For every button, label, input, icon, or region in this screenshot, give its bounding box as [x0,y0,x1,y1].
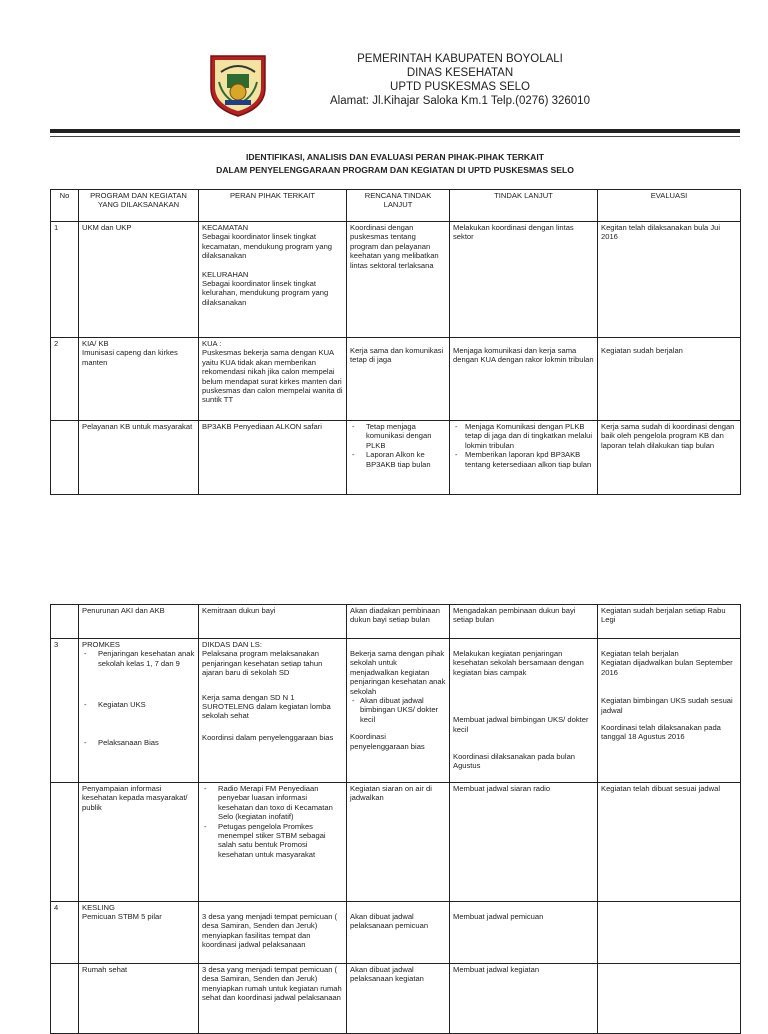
cell-evaluasi: Kegitan telah dilaksanakan bula Jui 2016 [598,222,741,338]
header-line-agency: DINAS KESEHATAN [406,67,514,79]
list-item: - Tetap menjaga komunikasi dengan PLKB [350,422,446,450]
cell-evaluasi: Kegiatan sudah berjalan [598,338,741,421]
cell-rencana: Kerja sama dan komunikasi tetap di jaga [347,338,450,421]
program-text: Imunisasi capeng dan kirkes manten [82,348,178,367]
col-header-evaluasi: EVALUASI [598,190,741,222]
table-row [51,605,741,639]
cell-peran: BP3AKB Penyediaan ALKON safari [199,421,347,495]
table-row [51,783,741,902]
list-item: - Petugas pengelola Promkes menempel stiker STBM sebagai salah satu bentuk Promosi kesehatan untuk masyarakat [202,822,343,860]
peran-title: KUA : [202,339,222,348]
cell-peran [199,338,347,421]
tindak-text: Membuat jadwal bimbingan UKS/ dokter kecil [453,715,589,734]
boyolali-emblem-logo [207,52,269,118]
evaluasi-text: Kegiatan telah berjalan [601,649,679,658]
cell-evaluasi: Kegiatan telah dibuat sesuai jadwal [598,783,741,902]
list-item: - Penjaringan kesehatan anak sekolah kelas 1, 7 dan 9 [82,649,195,668]
cell-tindak: Menjaga komunikasi dan kerja sama dengan KUA dengan rakor lokmin tribulan [450,338,598,421]
header-divider-thin [50,136,740,137]
cell-evaluasi [598,964,741,1034]
peran-title: KECAMATAN [202,223,249,232]
cell-no [51,605,79,639]
peran-title: KELURAHAN [202,269,249,279]
cell-tindak [450,421,598,495]
header-line-address: Alamat: Jl.Kihajar Saloka Km.1 Telp.(0276) 326010 [330,95,590,107]
peran-text: Sebagai koordinator linsek tingkat kecamatan, mendukung program yang dilaksanakan [202,232,333,261]
cell-peran: 3 desa yang menjadi tempat pemicuan ( desa Samiran, Senden dan Jeruk) menyiapkan fasilitas tempat dan koordinasi jadwal pelaksanaan [199,902,347,964]
cell-rencana: Kegiatan siaran on air di jadwalkan [347,783,450,902]
evaluation-table-part2 [50,604,741,1034]
cell-no [51,783,79,902]
peran-text: Puskesmas bekerja sama dengan KUA yaitu KUA tidak akan memberikan rekomendasi nikah jika calon mempelai belum mendapat surat kirkes manten dari puskesmas dan calon mempelai wanita di suntik TT [202,348,343,405]
cell-no [51,421,79,495]
program-title: KESLING [82,903,115,912]
cell-no: 3 [51,639,79,783]
peran-text: Kerja sama dengan SD N 1 SUROTELENG dalam kegiatan lomba sekolah sehat [202,692,331,721]
tindak-text: Koordinasi dilaksanakan pada bulan Agustus [453,752,576,771]
cell-rencana [347,421,450,495]
list-item: - Laporan Alkon ke BP3AKB tiap bulan [350,450,446,469]
evaluasi-text: Koordinasi telah dilaksanakan pada tanggal 18 Agustus 2016 [601,723,721,742]
cell-peran [199,222,347,338]
evaluasi-text: Kegiatan bimbingan UKS sudah sesuai jadwal [601,696,733,715]
list-item: - Pelaksanaan Bias [82,738,195,747]
peran-text: Pelaksana program melaksanakan penjaringan kesehatan setiap tahun ajaran baru di sekolah SD [202,649,323,678]
program-title: KIA/ KB [82,339,109,348]
table-header-row [51,190,741,222]
cell-program [79,639,199,783]
rencana-text: Koordinasi penyelenggaraan bias [350,732,425,751]
header-line-government: PEMERINTAH KABUPATEN BOYOLALI [357,53,563,65]
cell-no: 1 [51,222,79,338]
document-title-line1: IDENTIFIKASI, ANALISIS DAN EVALUASI PERAN PIHAK-PIHAK TERKAIT [246,152,544,162]
cell-rencana: Akan dibuat jadwal pelaksanaan pemicuan [347,902,450,964]
program-title: PROMKES [82,640,120,649]
cell-evaluasi [598,902,741,964]
cell-tindak: Membuat jadwal siaran radio [450,783,598,902]
cell-rencana [347,639,450,783]
list-item: - Menjaga Komunikasi dengan PLKB tetap di jaga dan di tingkatkan melalui lokmin tribulan [453,422,594,450]
tindak-text: Melakukan kegiatan penjaringan kesehatan sekolah bersamaan dengan kegiatan bias campak [453,649,584,677]
col-header-program: PROGRAM DAN KEGIATAN YANG DILAKSANAKAN [79,190,199,222]
table-row [51,338,741,421]
cell-program [79,338,199,421]
cell-rencana: Koordinasi dengan puskesmas tentang program dan pelayanan keehatan yang melibatkan lintas sektoral terlaksana [347,222,450,338]
peran-title: DIKDAS DAN LS: [202,640,262,649]
col-header-rencana: RENCANA TINDAK LANJUT [347,190,450,222]
cell-peran [199,639,347,783]
cell-tindak: Melakukan koordinasi dengan lintas sektor [450,222,598,338]
cell-rencana: Akan dibuat jadwal pelaksanaan kegiatan [347,964,450,1034]
table-row [51,421,741,495]
list-item: - Memberikan laporan kpd BP3AKB tentang ketersediaan alkon tiap bulan [453,450,594,469]
cell-tindak [450,639,598,783]
cell-evaluasi [598,639,741,783]
cell-program: Penurunan AKI dan AKB [79,605,199,639]
list-item: - Radio Merapi FM Penyediaan penyebar luasan informasi kesehatan dan toxo di Kecamatan Selo (kegiatan inofatif) [202,784,343,822]
cell-tindak: Membuat jadwal kegiatan [450,964,598,1034]
cell-program: Pelayanan KB untuk masyarakat [79,421,199,495]
cell-peran [199,783,347,902]
document-title-line2: DALAM PENYELENGGARAAN PROGRAM DAN KEGIATAN DI UPTD PUSKESMAS SELO [216,165,574,175]
rencana-text: Bekerja sama dengan pihak sekolah untuk menjadwalkan kegiatan penjaringan kesehatan anak sekolah [350,649,446,696]
cell-program [79,902,199,964]
cell-peran: Kemitraan dukun bayi [199,605,347,639]
cell-program: UKM dan UKP [79,222,199,338]
table-row [51,639,741,783]
evaluasi-text: Kegiatan dijadwalkan bulan September 2016 [601,658,733,677]
evaluation-table-part1 [50,189,741,495]
list-item: - Kegiatan UKS [82,700,195,709]
peran-text: Koordinsi dalam penyelenggaraan bias [202,732,334,742]
table-row [51,222,741,338]
table-row [51,902,741,964]
cell-tindak: Membuat jadwal pemicuan [450,902,598,964]
cell-program: Rumah sehat [79,964,199,1034]
cell-program: Penyampaian informasi kesehatan kepada masyarakat/ publik [79,783,199,902]
cell-no: 2 [51,338,79,421]
list-item: - Akan dibuat jadwal bimbingan UKS/ dokter kecil [350,696,446,724]
cell-rencana: Akan diadakan pembinaan dukun bayi setiap bulan [347,605,450,639]
cell-no [51,964,79,1034]
cell-tindak: Mengadakan pembinaan dukun bayi setiap bulan [450,605,598,639]
cell-no: 4 [51,902,79,964]
cell-peran: 3 desa yang menjadi tempat pemicuan ( desa Samiran, Senden dan Jeruk) menyiapkan rumah untuk kegiatan rumah sehat dan koordinasi jadwal pelaksanaan [199,964,347,1034]
col-header-peran: PERAN PIHAK TERKAIT [199,190,347,222]
col-header-no: No [51,190,79,222]
header-divider-thick [50,129,740,133]
cell-evaluasi: Kerja sama sudah di koordinasi dengan baik oleh pengelola program KB dan laporan telah dilakukan tiap bulan [598,421,741,495]
peran-text: Sebagai koordinator linsek tingkat kelurahan, mendukung program yang dilaksanakan [202,279,329,307]
header-line-unit: UPTD PUSKESMAS SELO [390,81,530,93]
cell-evaluasi: Kegiatan sudah berjalan setiap Rabu Legi [598,605,741,639]
table-row [51,964,741,1034]
col-header-tindak: TINDAK LANJUT [450,190,598,222]
program-text: Pemicuan STBM 5 pilar [82,912,162,922]
